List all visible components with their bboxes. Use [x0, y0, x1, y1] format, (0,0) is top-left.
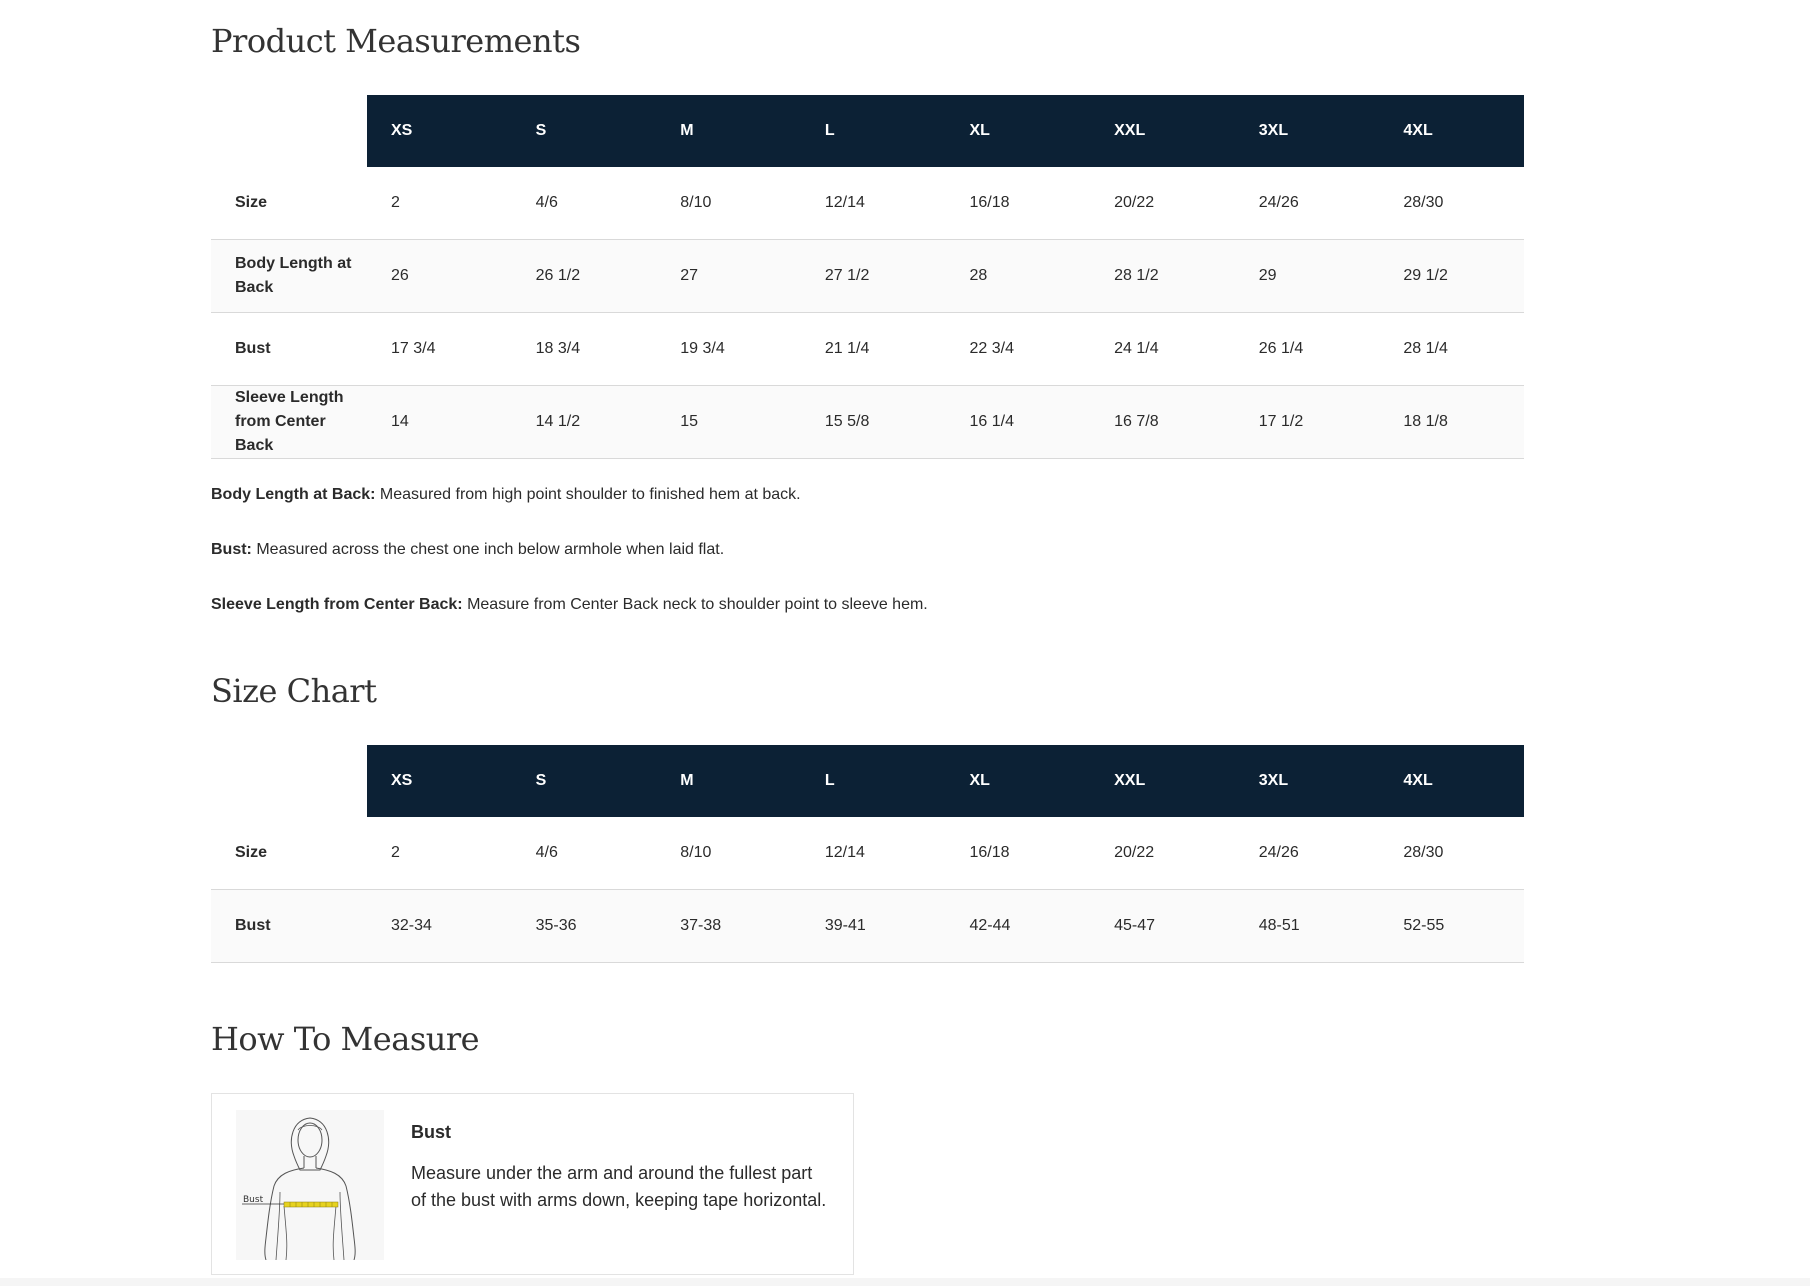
header-cell: 4XL	[1379, 95, 1524, 167]
table-cell: 15	[656, 386, 801, 459]
row-label: Size	[211, 167, 367, 240]
table-cell: 24/26	[1235, 817, 1380, 890]
table-cell: 29	[1235, 240, 1380, 313]
table-cell: 26 1/4	[1235, 313, 1380, 386]
table-cell: 15 5/8	[801, 386, 946, 459]
table-cell: 18 1/8	[1379, 386, 1524, 459]
table-cell: 17 1/2	[1235, 386, 1380, 459]
table-cell: 14 1/2	[512, 386, 657, 459]
figure-label: Bust	[243, 1195, 264, 1205]
table-cell: 24 1/4	[1090, 313, 1235, 386]
header-cell: XL	[946, 745, 1091, 817]
table-cell: 12/14	[801, 167, 946, 240]
row-label: Bust	[211, 890, 367, 963]
table-cell: 42-44	[946, 890, 1091, 963]
card-text: Measure under the arm and around the fullest part of the bust with arms down, keeping tape horizontal.	[411, 1163, 827, 1210]
table-cell: 18 3/4	[512, 313, 657, 386]
table-row	[211, 890, 1524, 963]
table-row	[211, 313, 1524, 386]
note-term: Body Length at Back:	[211, 486, 376, 503]
table-cell: 4/6	[512, 817, 657, 890]
header-cell: XXL	[1090, 745, 1235, 817]
table-cell: 21 1/4	[801, 313, 946, 386]
table-cell: 2	[367, 817, 512, 890]
row-label: Sleeve Length from Center Back	[211, 386, 367, 459]
table-corner-cell	[211, 95, 367, 167]
header-cell: M	[656, 95, 801, 167]
header-cell: L	[801, 745, 946, 817]
size-chart-title: Size Chart	[211, 672, 377, 710]
how-to-measure-title: How To Measure	[211, 1020, 480, 1058]
table-cell: 16/18	[946, 817, 1091, 890]
table-cell: 37-38	[656, 890, 801, 963]
header-cell: S	[512, 95, 657, 167]
table-cell: 32-34	[367, 890, 512, 963]
note-term: Sleeve Length from Center Back:	[211, 596, 463, 613]
card-heading: Bust	[411, 1122, 451, 1142]
header-cell: XXL	[1090, 95, 1235, 167]
note-body-length	[211, 484, 1524, 506]
table-cell: 27	[656, 240, 801, 313]
table-cell: 22 3/4	[946, 313, 1091, 386]
measurement-notes	[211, 484, 1524, 649]
note-bust	[211, 539, 1524, 561]
note-sleeve-length	[211, 594, 1524, 616]
table-cell: 29 1/2	[1379, 240, 1524, 313]
note-text: Measured from high point shoulder to finished hem at back.	[375, 486, 801, 503]
table-row	[211, 167, 1524, 240]
table-cell: 28/30	[1379, 167, 1524, 240]
header-cell: M	[656, 745, 801, 817]
product-measurements-table	[211, 95, 1524, 459]
table-cell: 24/26	[1235, 167, 1380, 240]
table-cell: 14	[367, 386, 512, 459]
table-corner-cell	[211, 745, 367, 817]
size-chart-table	[211, 745, 1524, 963]
header-cell: 4XL	[1379, 745, 1524, 817]
table-header-row	[211, 95, 1524, 167]
header-cell: 3XL	[1235, 745, 1380, 817]
table-cell: 39-41	[801, 890, 946, 963]
table-cell: 17 3/4	[367, 313, 512, 386]
table-cell: 19 3/4	[656, 313, 801, 386]
table-row	[211, 817, 1524, 890]
table-cell: 16 7/8	[1090, 386, 1235, 459]
note-text: Measure from Center Back neck to shoulder point to sleeve hem.	[462, 596, 928, 613]
table-cell: 20/22	[1090, 167, 1235, 240]
table-cell: 28 1/2	[1090, 240, 1235, 313]
note-term: Bust:	[211, 541, 252, 558]
table-cell: 26 1/2	[512, 240, 657, 313]
bust-figure-illustration	[236, 1110, 384, 1260]
table-cell: 28	[946, 240, 1091, 313]
table-cell: 16/18	[946, 167, 1091, 240]
table-row	[211, 386, 1524, 459]
page-bottom-edge	[0, 1278, 1810, 1286]
table-cell: 8/10	[656, 817, 801, 890]
table-cell: 8/10	[656, 167, 801, 240]
table-cell: 4/6	[512, 167, 657, 240]
header-cell: L	[801, 95, 946, 167]
note-text: Measured across the chest one inch below armhole when laid flat.	[251, 541, 725, 558]
table-cell: 35-36	[512, 890, 657, 963]
header-cell: 3XL	[1235, 95, 1380, 167]
bust-measure-card	[211, 1093, 854, 1275]
table-header-row	[211, 745, 1524, 817]
table-cell: 45-47	[1090, 890, 1235, 963]
table-cell: 28 1/4	[1379, 313, 1524, 386]
table-cell: 48-51	[1235, 890, 1380, 963]
product-measurements-title: Product Measurements	[211, 22, 581, 60]
header-cell: XS	[367, 745, 512, 817]
table-cell: 28/30	[1379, 817, 1524, 890]
table-cell: 20/22	[1090, 817, 1235, 890]
table-row	[211, 240, 1524, 313]
row-label: Size	[211, 817, 367, 890]
table-cell: 27 1/2	[801, 240, 946, 313]
header-cell: XS	[367, 95, 512, 167]
table-cell: 26	[367, 240, 512, 313]
header-cell: XL	[946, 95, 1091, 167]
table-cell: 16 1/4	[946, 386, 1091, 459]
table-cell: 2	[367, 167, 512, 240]
row-label: Body Length at Back	[211, 240, 367, 313]
table-cell: 52-55	[1379, 890, 1524, 963]
row-label: Bust	[211, 313, 367, 386]
header-cell: S	[512, 745, 657, 817]
table-cell: 12/14	[801, 817, 946, 890]
